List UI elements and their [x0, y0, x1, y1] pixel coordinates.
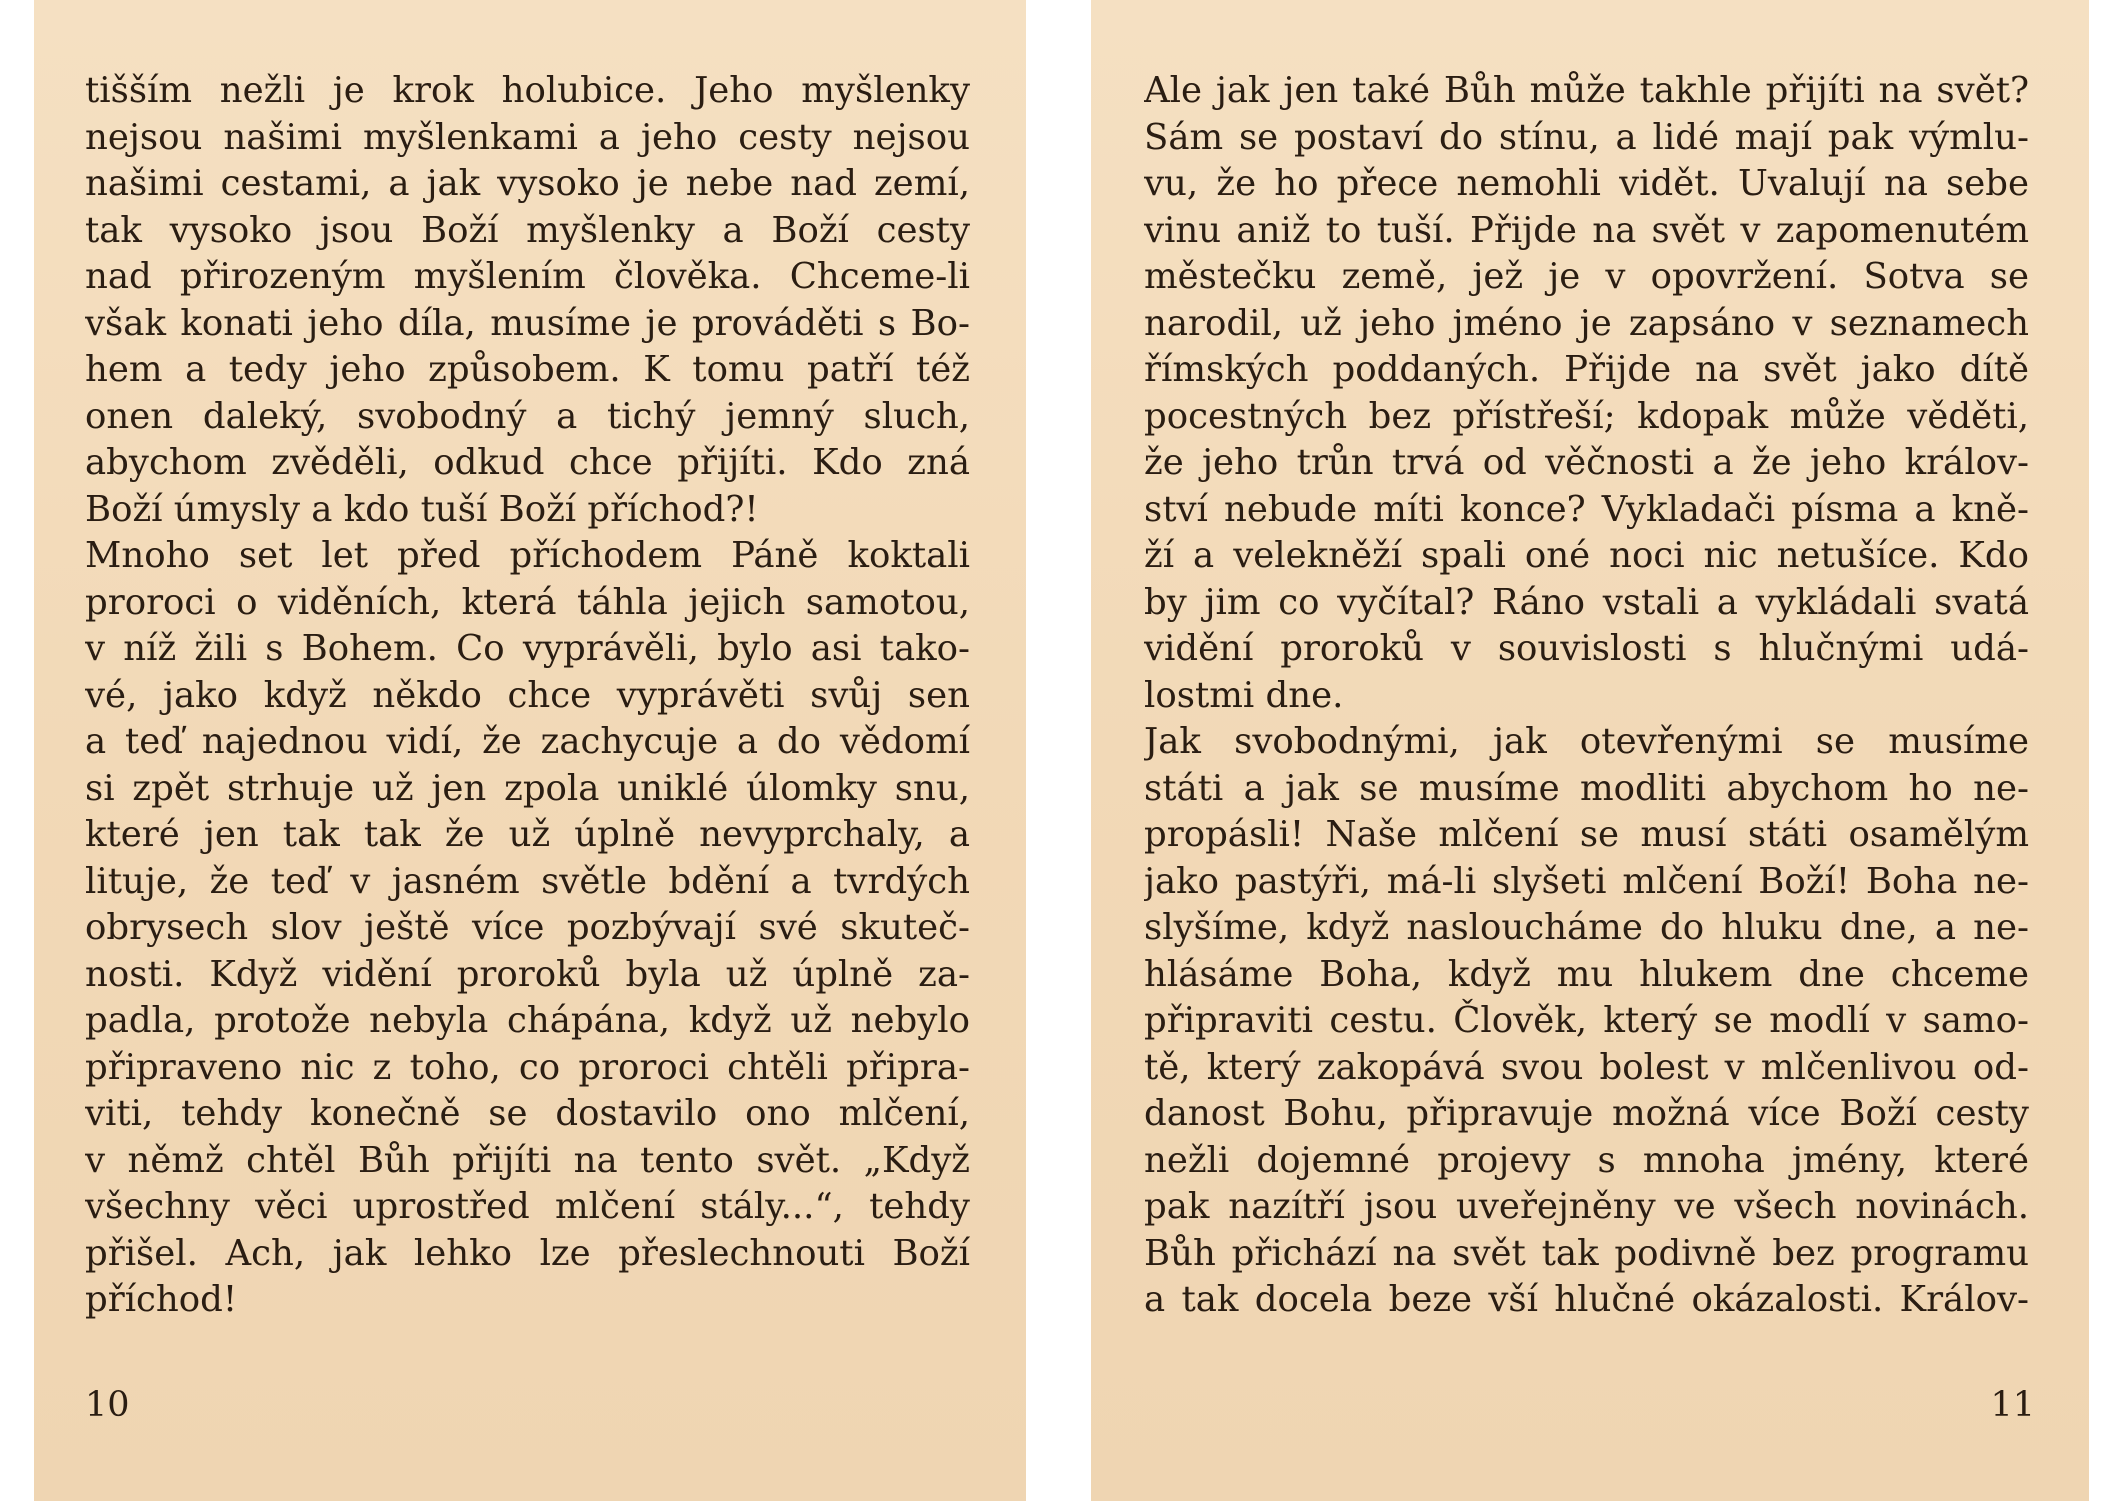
text-line: ží a velekněží spali oné noci nic netušíce. Kdo	[1144, 535, 2029, 576]
text-line: vinu aniž to tuší. Přijde na svět v zapomenutém	[1144, 209, 2029, 251]
text-line: ství nebude míti konce? Vykladači písma a kně-	[1144, 488, 2029, 530]
right-page	[1091, 0, 2089, 1501]
text-line: slyšíme, když nasloucháme do hluku dne, a ne-	[1144, 907, 2029, 948]
text-line: nežli dojemné projevy s mnoha jmény, které	[1144, 1139, 2029, 1181]
text-line: tak vysoko jsou Boží myšlenky a Boží cesty	[85, 209, 970, 251]
text-line: pocestných bez přístřeší; kdopak může věděti,	[1144, 395, 2029, 437]
text-line: pak nazítří jsou uveřejněny ve všech novinách.	[1144, 1186, 2029, 1227]
text-line: Sám se postaví do stínu, a lidé mají pak výmlu-	[1144, 116, 2029, 158]
text-line: narodil, už jeho jméno je zapsáno v seznamech	[1144, 302, 2029, 344]
text-line: v níž žili s Bohem. Co vyprávěli, bylo asi tako-	[85, 628, 970, 669]
text-line: tě, který zakopává svou bolest v mlčenlivou od-	[1144, 1046, 2029, 1088]
text-line: v němž chtěl Bůh přijíti na tento svět. „Když	[85, 1139, 970, 1181]
text-line: příchod!	[85, 1279, 238, 1320]
text-line: si zpět strhuje už jen zpola uniklé úlomky snu,	[85, 767, 970, 809]
text-line: propásli! Naše mlčení se musí státi osamělým	[1144, 814, 2029, 855]
text-line: danost Bohu, připravuje možná více Boží cesty	[1144, 1093, 2029, 1134]
text-line: nosti. Když vidění proroků byla už úplně za-	[85, 953, 970, 995]
left-page-number: 10	[85, 1385, 130, 1425]
text-line: jako pastýři, má-li slyšeti mlčení Boží! Boha ne-	[1144, 860, 2029, 902]
text-line: Ale jak jen také Bůh může takhle přijíti na svět?	[1144, 70, 2029, 111]
text-line: hlásáme Boha, když mu hlukem dne chceme	[1144, 953, 2029, 995]
text-line: Boží úmysly a kdo tuší Boží příchod?!	[85, 488, 759, 530]
text-line: státi a jak se musíme modliti abychom ho ne-	[1144, 767, 2029, 809]
text-line: padla, protože nebyla chápána, když už nebylo	[85, 1000, 970, 1041]
text-line: že jeho trůn trvá od věčnosti a že jeho králov-	[1144, 442, 2029, 483]
text-line: abychom zvěděli, odkud chce přijíti. Kdo zná	[85, 442, 970, 483]
right-page-number: 11	[1990, 1385, 2035, 1425]
text-line: obrysech slov ještě více pozbývají své skuteč-	[85, 907, 970, 948]
left-page	[34, 0, 1026, 1501]
text-line: lituje, že teď v jasném světle bdění a tvrdých	[85, 860, 970, 902]
text-line: nad přirozeným myšlením člověka. Chceme-li	[85, 256, 970, 297]
text-line: však konati jeho díla, musíme je prováděti s Bo-	[85, 302, 970, 344]
text-line: Jak svobodnými, jak otevřenými se musíme	[1144, 721, 2029, 762]
text-line: onen daleký, svobodný a tichý jemný sluch,	[85, 395, 970, 437]
text-line: a tak docela beze vší hlučné okázalosti. Králov-	[1144, 1279, 2029, 1320]
text-line: nejsou našimi myšlenkami a jeho cesty nejsou	[85, 116, 970, 158]
text-line: hem a tedy jeho způsobem. K tomu patří též	[85, 349, 970, 390]
text-line: a teď najednou vidí, že zachycuje a do vědomí	[85, 721, 970, 762]
text-line: městečku země, jež je v opovržení. Sotva se	[1144, 256, 2029, 297]
text-line: proroci o viděních, která táhla jejich samotou,	[85, 581, 970, 623]
text-line: římských poddaných. Přijde na svět jako dítě	[1144, 349, 2029, 390]
text-line: našimi cestami, a jak vysoko je nebe nad zemí,	[85, 163, 970, 204]
text-line: Mnoho set let před příchodem Páně koktali	[85, 535, 970, 576]
text-line: přišel. Ach, jak lehko lze přeslechnouti Boží	[85, 1232, 970, 1274]
text-line: všechny věci uprostřed mlčení stály...“, tehdy	[85, 1186, 970, 1227]
text-line: které jen tak tak že už úplně nevyprchaly, a	[85, 814, 970, 855]
text-line: viti, tehdy konečně se dostavilo ono mlčení,	[85, 1093, 970, 1134]
text-line: vu, že ho přece nemohli vidět. Uvalují na sebe	[1144, 163, 2029, 204]
text-line: vé, jako když někdo chce vyprávěti svůj sen	[85, 674, 970, 716]
text-line: připraviti cestu. Člověk, který se modlí v samo-	[1144, 1000, 2029, 1041]
text-line: Bůh přichází na svět tak podivně bez programu	[1144, 1232, 2029, 1274]
right-page-body-text	[1144, 68, 2029, 1324]
text-line: tišším nežli je krok holubice. Jeho myšlenky	[85, 70, 970, 111]
text-line: lostmi dne.	[1144, 674, 1344, 716]
left-page-body-text	[85, 68, 970, 1324]
text-line: vidění proroků v souvislosti s hlučnými udá-	[1144, 628, 2029, 669]
text-line: by jim co vyčítal? Ráno vstali a vykládali svatá	[1144, 581, 2029, 623]
text-line: připraveno nic z toho, co proroci chtěli připra-	[85, 1046, 970, 1088]
